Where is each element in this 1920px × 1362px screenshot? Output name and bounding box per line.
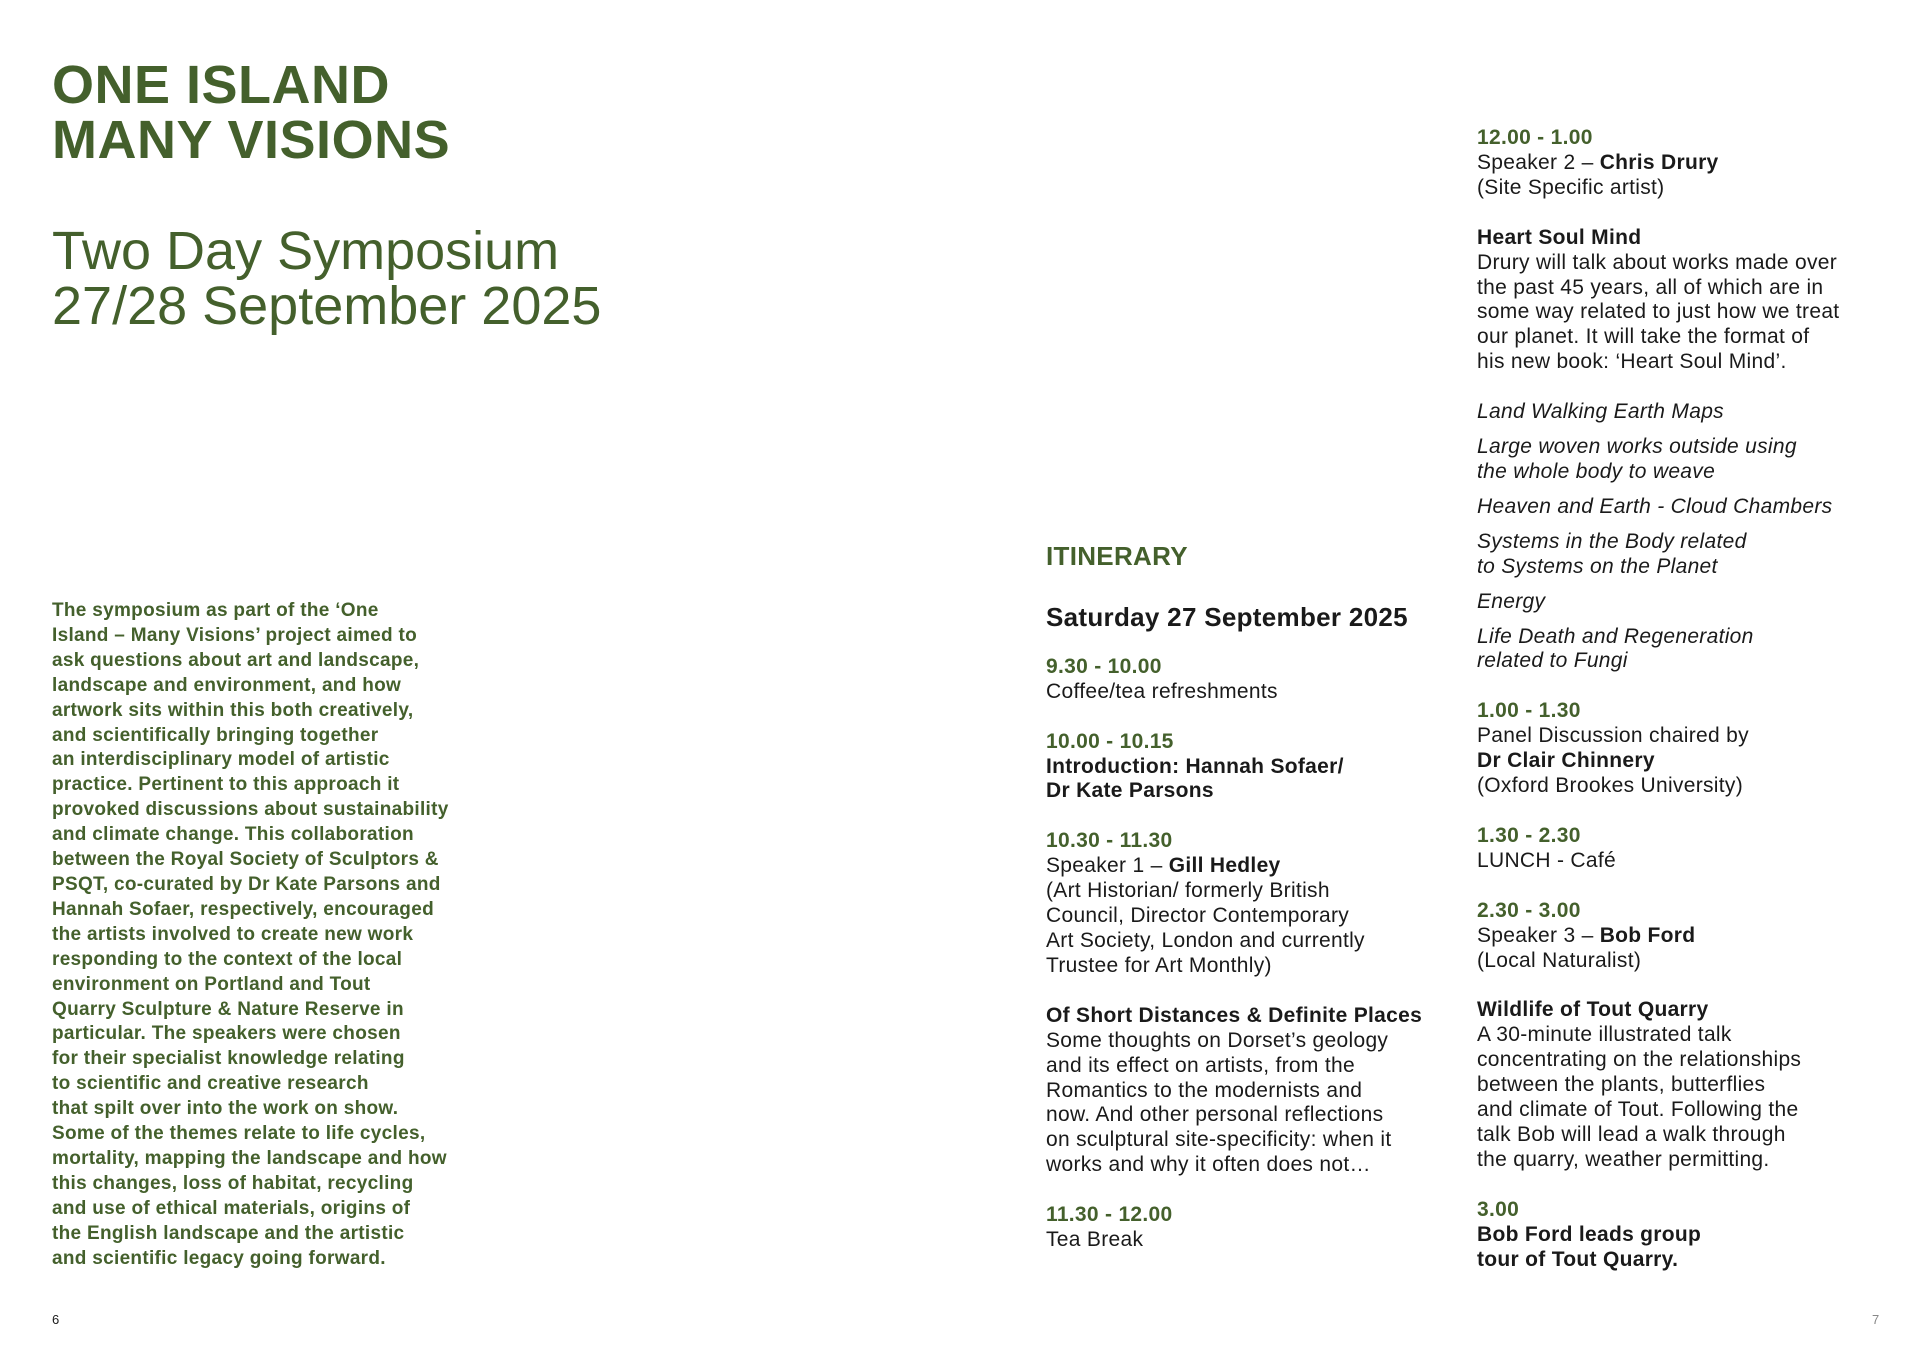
item-text: Coffee/tea refreshments (1046, 679, 1278, 703)
speaker-line (1477, 151, 1917, 176)
time-label: 1.00 - 1.30 (1477, 699, 1581, 723)
itinerary-column-2 (1477, 126, 1917, 1298)
talk-title: Wildlife of Tout Quarry (1477, 998, 1709, 1022)
schedule-item-speaker-2 (1477, 126, 1917, 201)
speaker-line (1046, 854, 1446, 879)
talk-title: Heart Soul Mind (1477, 225, 1642, 249)
page-number-right: 7 (1872, 1312, 1880, 1327)
day-heading: Saturday 27 September 2025 (1046, 601, 1408, 632)
itinerary-heading: ITINERARY (1046, 541, 1188, 571)
speaker-role: (Local Naturalist) (1477, 948, 1642, 972)
theme-item: Large woven works outside using the whole body to weave (1477, 435, 1797, 483)
schedule-item-lunch (1477, 824, 1917, 874)
schedule-item-speaker-1 (1046, 829, 1446, 978)
intro-paragraph: The symposium as part of the ‘One Island – Many Visions’ project aimed to ask questions about art and landscape, landscape and environment, and how artwork sits within this both creatively, and scientifically bringing together an interdisciplinary model of artistic practice. Pertinent to this approach it provoked discussions about sustainability and climate change. This collaboration between the Royal Society of Sculptors & PSQT, co-curated by Dr Kate Parsons and Hannah Sofaer, respectively, encouraged the artists involved to create new work responding to the context of the local environment on Portland and Tout Quarry Sculpture & Nature Reserve in particular. The speakers were chosen for their specialist knowledge relating to scientific and creative research that spilt over into the work on show. Some of the themes relate to life cycles, mortality, mapping the landscape and how this changes, loss of habitat, recycling and use of ethical materials, origins of the English landscape and the artistic and scientific legacy going forward. (52, 600, 449, 1269)
item-text: Bob Ford leads group tour of Tout Quarry. (1477, 1222, 1702, 1271)
item-text: Panel Discussion chaired by (1477, 724, 1749, 748)
schedule-item-tour (1477, 1198, 1917, 1273)
time-label: 11.30 - 12.00 (1046, 1203, 1173, 1227)
item-text: Tea Break (1046, 1228, 1144, 1252)
talk-title: Of Short Distances & Definite Places (1046, 1003, 1423, 1027)
item-text: Introduction: Hannah Sofaer/ Dr Kate Parsons (1046, 754, 1344, 803)
speaker-role: (Art Historian/ formerly British Council, Director Contemporary Art Society, London and currently Trustee for Art Monthly) (1046, 879, 1365, 977)
chair-affiliation: (Oxford Brookes University) (1477, 774, 1743, 798)
theme-item: Systems in the Body related to Systems on the Planet (1477, 529, 1747, 578)
schedule-item-introduction (1046, 730, 1446, 805)
talk-description-speaker-2 (1477, 226, 1917, 375)
schedule-item-panel (1477, 699, 1917, 799)
time-label: 1.30 - 2.30 (1477, 823, 1581, 847)
speaker-prefix: Speaker 2 – (1477, 150, 1600, 174)
speaker-role: (Site Specific artist) (1477, 175, 1665, 199)
time-label: 9.30 - 10.00 (1046, 654, 1162, 678)
time-label: 10.00 - 10.15 (1046, 729, 1174, 753)
time-label: 12.00 - 1.00 (1477, 126, 1593, 149)
time-label: 3.00 (1477, 1197, 1520, 1221)
theme-item: Energy (1477, 589, 1546, 613)
itinerary-column-1 (1046, 541, 1446, 1278)
schedule-item-tea-break (1046, 1203, 1446, 1253)
speaker-prefix: Speaker 1 – (1046, 854, 1169, 878)
page-number-left: 6 (52, 1312, 60, 1327)
speaker-line (1477, 924, 1917, 949)
schedule-item-speaker-3 (1477, 899, 1917, 974)
item-text: LUNCH - Café (1477, 848, 1616, 872)
speaker-name: Chris Drury (1599, 150, 1719, 174)
speaker-name: Bob Ford (1599, 923, 1696, 947)
document-title: ONE ISLAND MANY VISIONS (52, 55, 451, 170)
speaker-name: Gill Hedley (1168, 854, 1281, 878)
theme-item: Land Walking Earth Maps (1477, 400, 1724, 424)
schedule-item-coffee (1046, 655, 1446, 705)
symposium-subtitle: Two Day Symposium 27/28 September 2025 (52, 221, 602, 336)
speaker-prefix: Speaker 3 – (1477, 923, 1600, 947)
chair-name: Dr Clair Chinnery (1477, 749, 1655, 773)
theme-item: Life Death and Regeneration related to Fungi (1477, 624, 1754, 673)
time-label: 10.30 - 11.30 (1046, 829, 1173, 853)
talk-description-speaker-3 (1477, 998, 1917, 1172)
talk-description: Some thoughts on Dorset’s geology and its effect on artists, from the Romantics to the modernists and now. And other personal reflections on sculptural site-specificity: when it works and why it often does not… (1046, 1028, 1392, 1177)
talk-description: Drury will talk about works made over the past 45 years, all of which are in some way related to just how we treat our planet. It will take the format of his new book: ‘Heart Soul Mind’. (1477, 250, 1840, 374)
theme-item: Heaven and Earth - Cloud Chambers (1477, 494, 1833, 518)
time-label: 2.30 - 3.00 (1477, 898, 1581, 922)
talk-description-speaker-1 (1046, 1004, 1446, 1178)
talk-description: A 30-minute illustrated talk concentrating on the relationships between the plants, butterflies and climate of Tout. Following the talk Bob will lead a walk through the quarry, weather permitting. (1477, 1023, 1802, 1171)
